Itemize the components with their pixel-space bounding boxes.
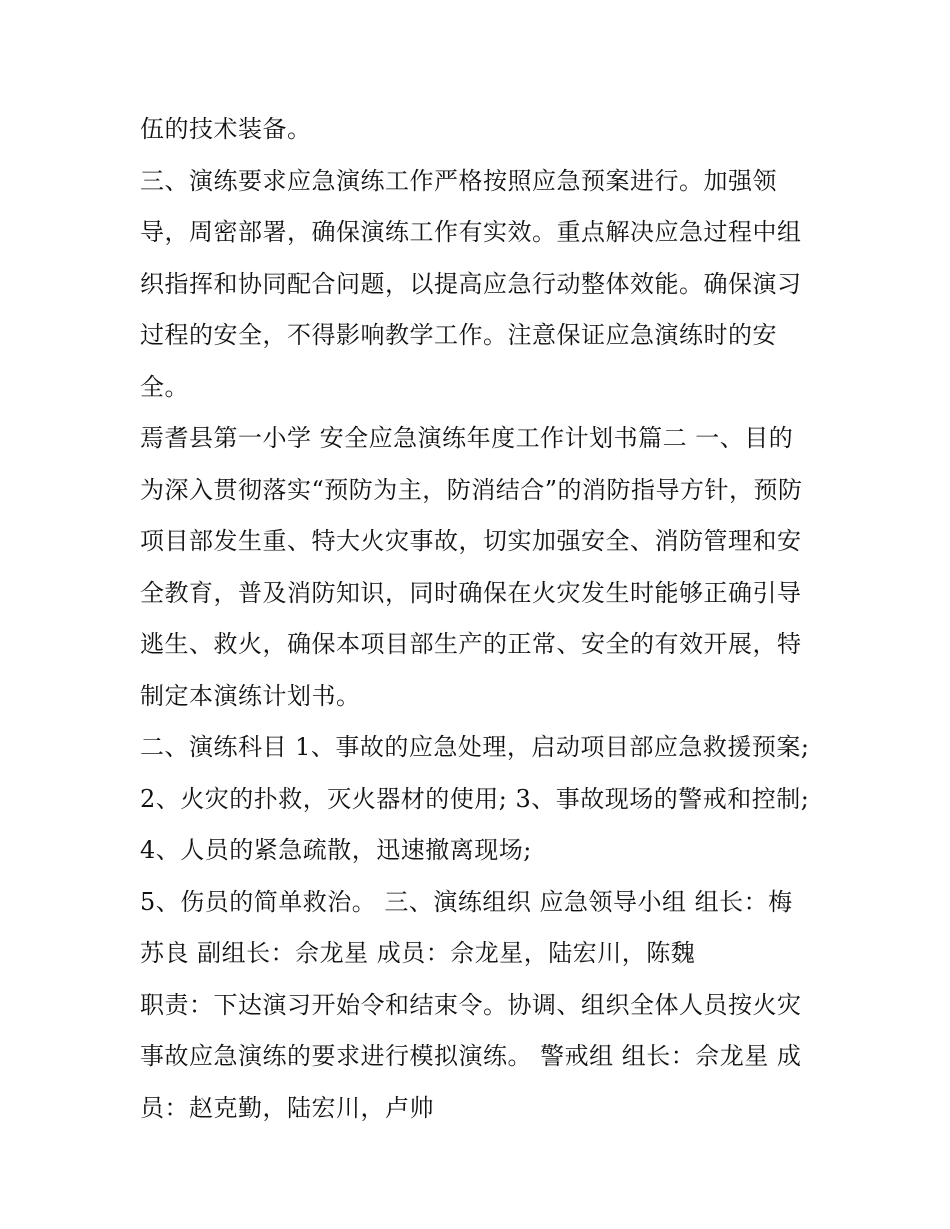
text-line: 织指挥和协同配合问题，以提高应急行动整体效能。确保演习 (140, 269, 802, 298)
text-line: 为深入贯彻落实“预防为主，防消结合”的消防指导方针，预防 (140, 475, 803, 504)
text-line: 4、人员的紧急疏散，迅速撤离现场; (140, 836, 532, 864)
text-line: 事故应急演练的要求进行模拟演练。 警戒组 组长：佘龙星 成 (140, 1042, 802, 1070)
text-line: 全。 (140, 372, 189, 401)
text-line: 员：赵克勤，陆宏川，卢帅 (140, 1093, 434, 1122)
text-line: 5、伤员的简单救治。 三、演练组织 应急领导小组 组长：梅 (140, 887, 793, 916)
text-line: 苏良 副组长：佘龙星 成员：佘龙星，陆宏川，陈魏 (140, 939, 696, 967)
text-line: 二、演练科目 1、事故的应急处理，启动项目部应急救援预案; (140, 733, 810, 761)
text-line: 2、火灾的扑救，灭火器材的使用; 3、事故现场的警戒和控制; (140, 784, 810, 813)
text-line: 全教育，普及消防知识，同时确保在火灾发生时能够正确引导 (140, 578, 802, 607)
text-line: 焉耆县第一小学 安全应急演练年度工作计划书篇二 一、目的 (140, 424, 794, 452)
text-line: 职责：下达演习开始令和结束令。协调、组织全体人员按火灾 (140, 990, 802, 1019)
text-line: 三、演练要求应急演练工作严格按照应急预案进行。加强领 (140, 166, 777, 195)
text-line: 伍的技术装备。 (140, 115, 312, 143)
text-line: 项目部发生重、特大火灾事故，切实加强安全、消防管理和安 (140, 527, 802, 555)
text-line: 导，周密部署，确保演练工作有实效。重点解决应急过程中组 (140, 218, 802, 246)
text-line: 制定本演练计划书。 (140, 681, 361, 710)
text-line: 逃生、救火，确保本项目部生产的正常、安全的有效开展，特 (140, 630, 802, 658)
document-body (140, 104, 830, 1134)
text-line: 过程的安全，不得影响教学工作。注意保证应急演练时的安 (140, 321, 777, 349)
